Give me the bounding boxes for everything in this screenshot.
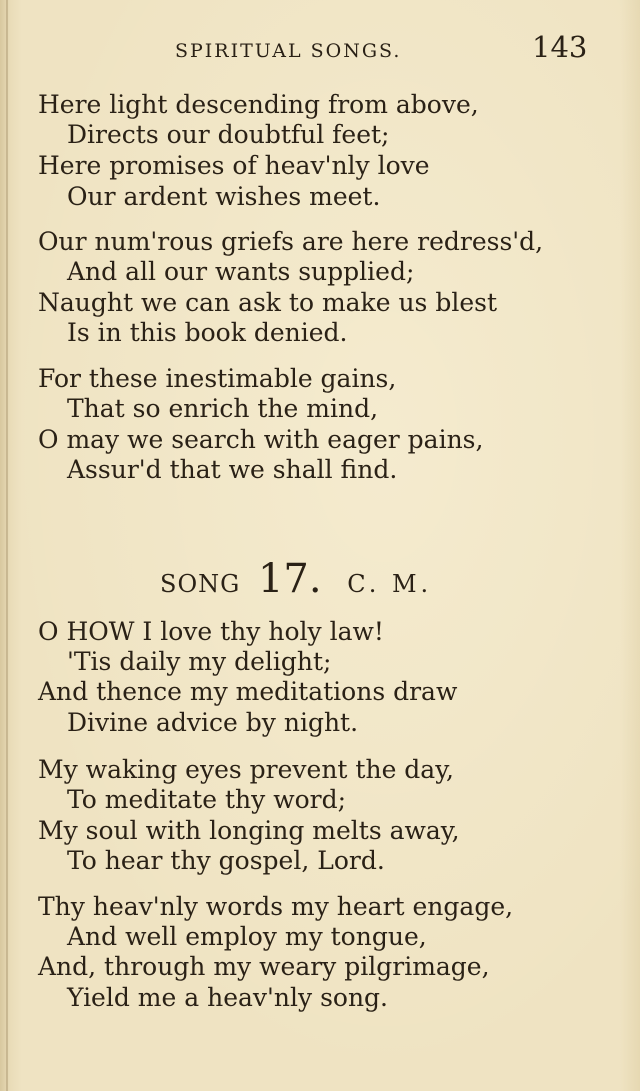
running-head: SPIRITUAL SONGS.	[175, 40, 402, 62]
page-number: 143	[532, 30, 588, 64]
song-meter: C. M.	[347, 570, 433, 598]
stanza-3-line-2: That so enrich the mind,	[67, 394, 379, 423]
song-stanza-1-line-3: And thence my meditations draw	[38, 677, 458, 706]
song-number: 17.	[257, 556, 322, 602]
stanza-1-line-1: Here light descending from above,	[38, 90, 479, 119]
song-stanza-3-line-1: Thy heav'nly words my heart engage,	[38, 892, 514, 921]
first-word-smallcaps: HOW	[58, 617, 135, 646]
first-line-rest: I love thy holy law!	[134, 617, 384, 646]
stanza-2-line-4: Is in this book denied.	[67, 318, 348, 347]
stanza-2-line-2: And all our wants supplied;	[67, 257, 415, 286]
song-stanza-1-line-2: 'Tis daily my delight;	[67, 647, 332, 676]
song-stanza-3-line-2: And well employ my tongue,	[67, 922, 427, 951]
stanza-1-line-3: Here promises of heav'nly love	[38, 151, 430, 180]
song-stanza-2-line-4: To hear thy gospel, Lord.	[67, 846, 385, 875]
song-stanza-3-line-3: And, through my weary pilgrimage,	[38, 952, 490, 981]
stanza-2-line-1: Our num'rous griefs are here redress'd,	[38, 227, 544, 256]
song-stanza-3-line-4: Yield me a heav'nly song.	[67, 983, 388, 1012]
stanza-2-line-3: Naught we can ask to make us blest	[38, 288, 497, 317]
song-stanza-2-line-2: To meditate thy word;	[67, 785, 347, 814]
song-stanza-1-line-4: Divine advice by night.	[67, 708, 359, 737]
page-gutter	[6, 0, 8, 1091]
stanza-3-line-3: O may we search with eager pains,	[38, 425, 484, 454]
stanza-1-line-2: Directs our doubtful feet;	[67, 120, 390, 149]
song-stanza-2-line-3: My soul with longing melts away,	[38, 816, 460, 845]
song-label: SONG	[160, 570, 241, 598]
song-stanza-1-line-1	[38, 617, 384, 647]
stanza-1-line-4: Our ardent wishes meet.	[67, 182, 381, 211]
stanza-3-line-1: For these inestimable gains,	[38, 364, 397, 393]
stanza-3-line-4: Assur'd that we shall find.	[67, 455, 398, 484]
song-stanza-2-line-1: My waking eyes prevent the day,	[38, 755, 454, 784]
song-heading	[160, 556, 432, 602]
first-letter: O	[38, 617, 59, 646]
